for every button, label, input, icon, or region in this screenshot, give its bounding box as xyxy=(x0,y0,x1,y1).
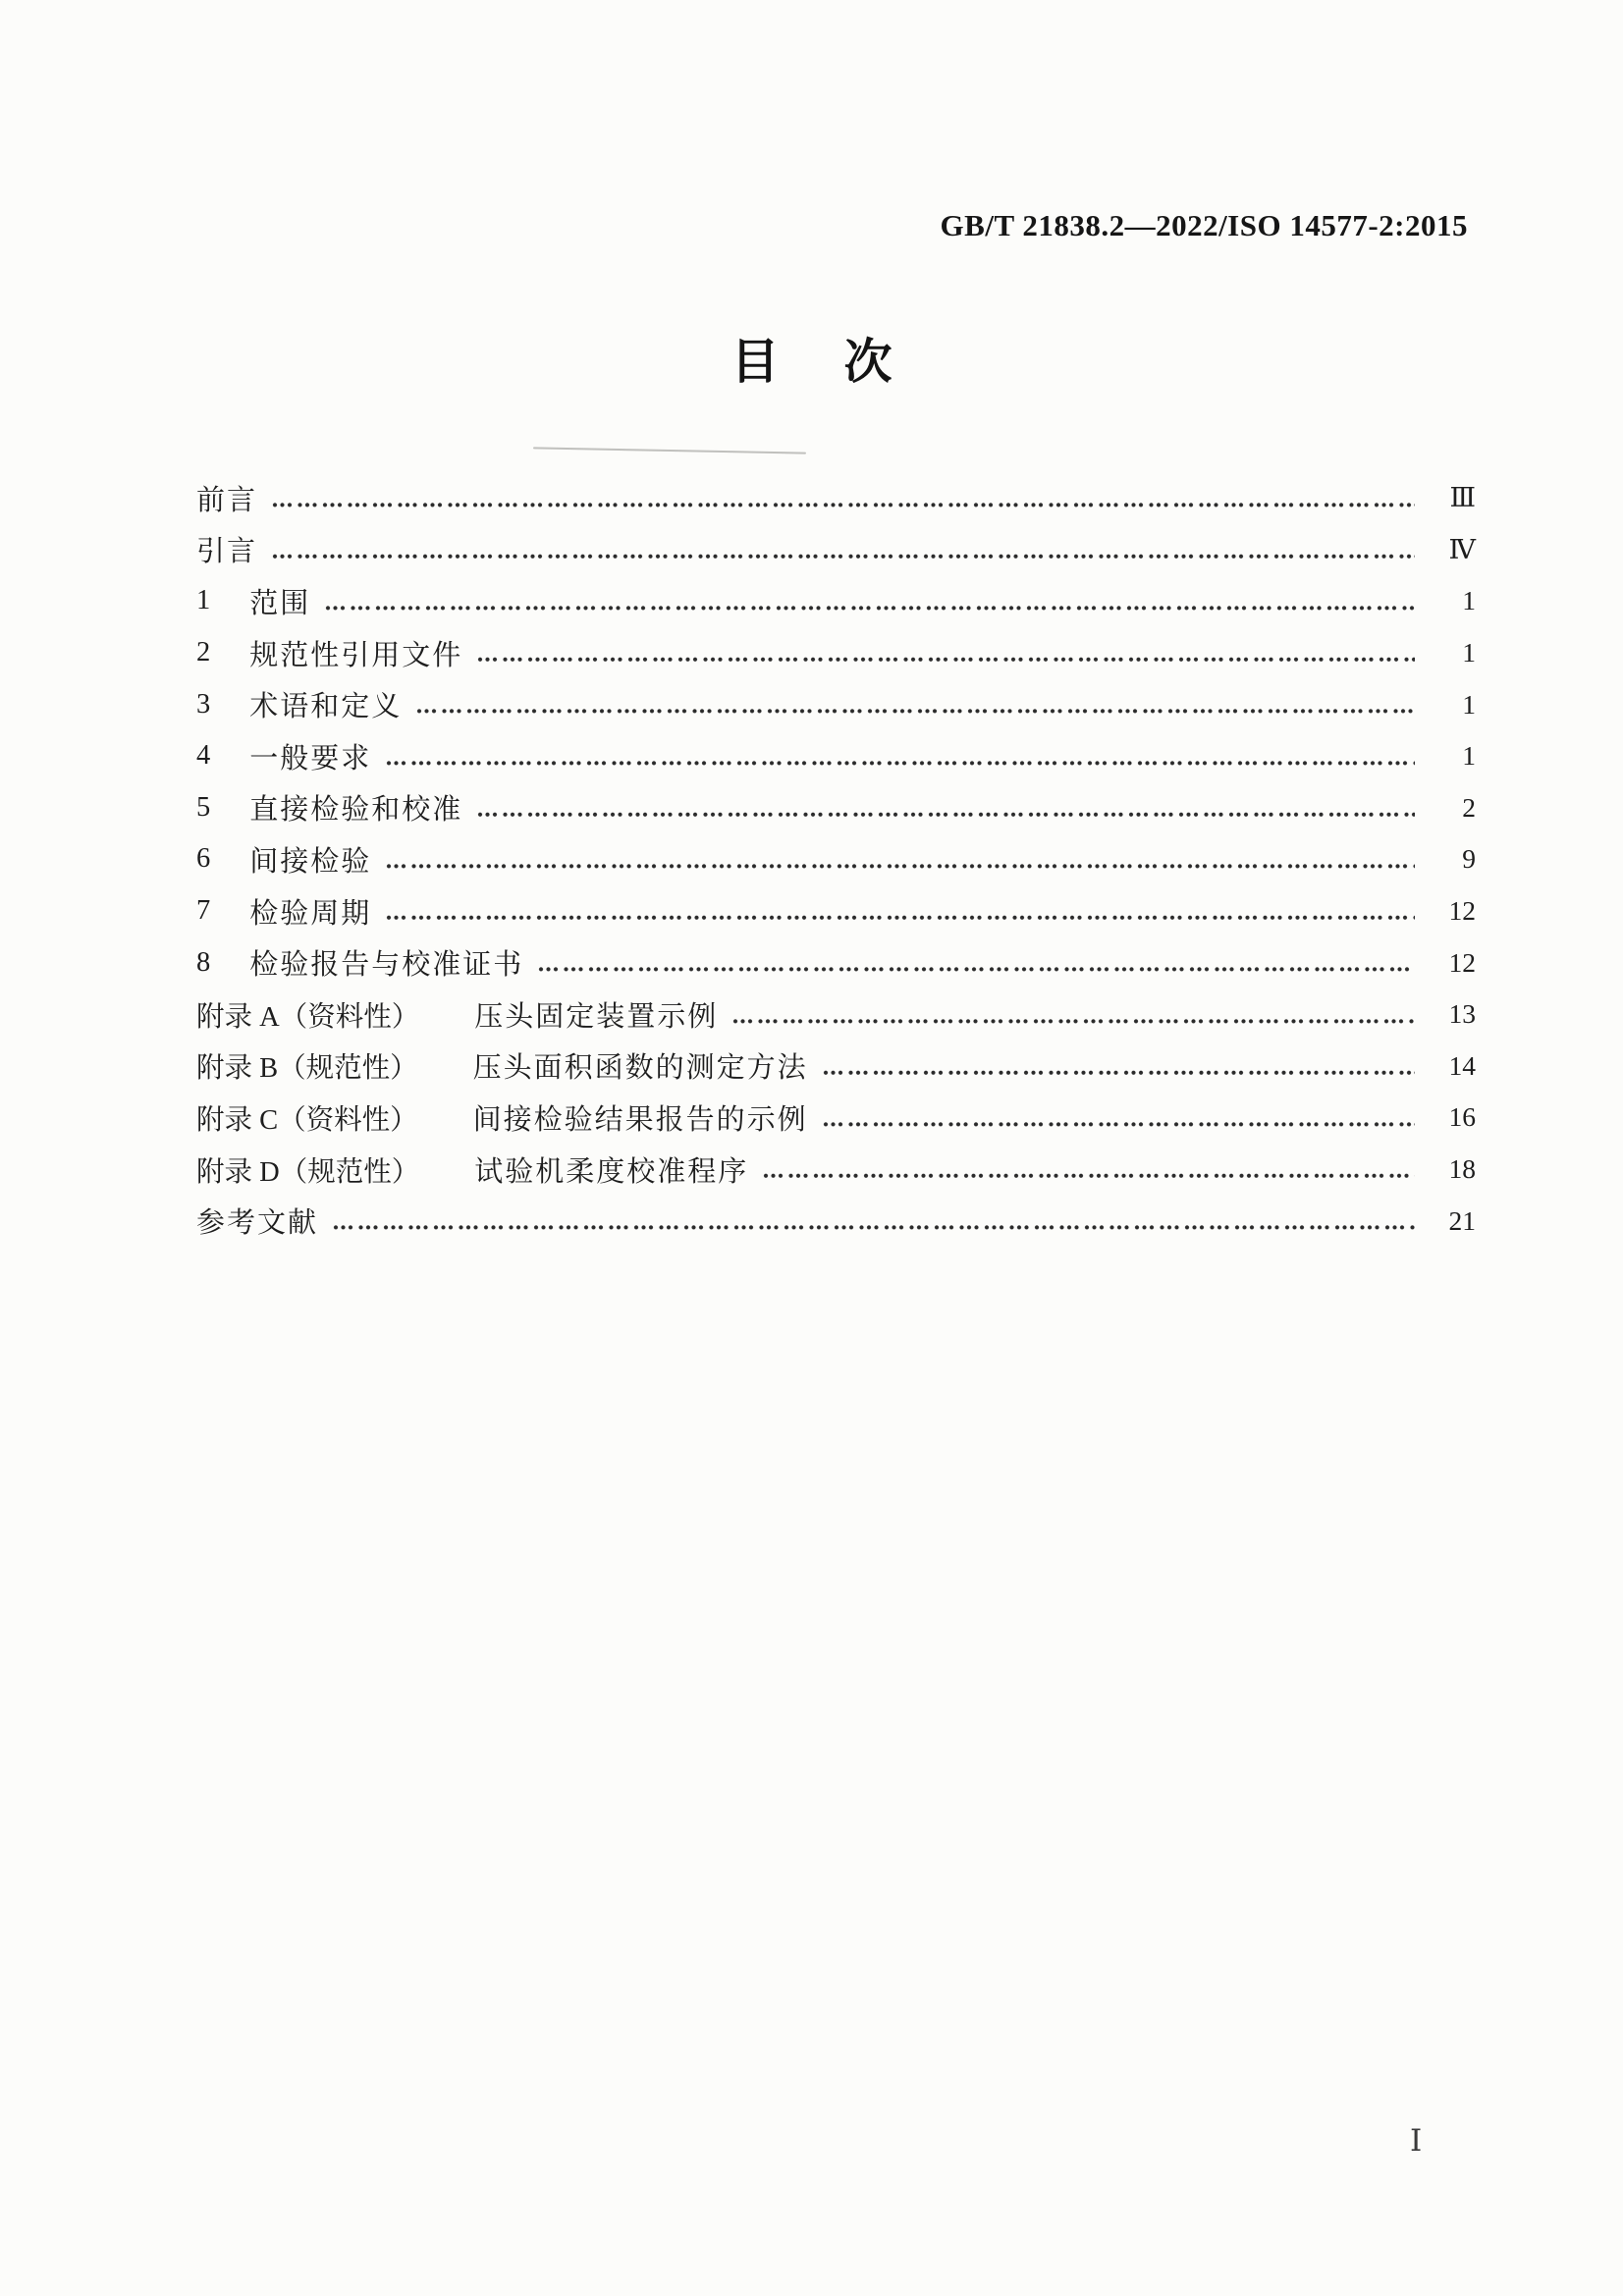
dot-leader-icon xyxy=(271,472,1415,524)
toc-entry-page: 18 xyxy=(1448,1153,1476,1185)
dot-leader-icon xyxy=(822,1041,1415,1093)
toc-entry-label: 试验机柔度校准程序 xyxy=(474,1155,749,1188)
dot-leader-icon xyxy=(324,575,1415,627)
toc-entry-page: 1 xyxy=(1462,637,1476,668)
toc-list xyxy=(196,472,1476,1247)
toc-entry-label: 一般要求 xyxy=(249,742,372,774)
dot-leader-icon xyxy=(332,1195,1415,1247)
toc-entry-page: 14 xyxy=(1448,1049,1476,1081)
toc-entry xyxy=(196,730,1476,782)
toc-entry-page: 13 xyxy=(1448,998,1476,1030)
toc-entry-page: Ⅲ xyxy=(1449,482,1476,513)
dot-leader-icon xyxy=(385,730,1415,782)
toc-entry-page: 12 xyxy=(1448,946,1476,978)
toc-entry-label: 引言 xyxy=(196,536,258,568)
toc-entry-label: 检验周期 xyxy=(249,897,372,930)
toc-entry-prefix: 7 xyxy=(196,895,211,927)
toc-entry-prefix: 附录 C（资料性） xyxy=(196,1104,418,1136)
toc-entry-page: 12 xyxy=(1448,895,1476,927)
toc-entry-label: 压头固定装置示例 xyxy=(474,1000,719,1033)
toc-entry-label: 术语和定义 xyxy=(249,691,403,723)
toc-entry-page: 21 xyxy=(1448,1204,1476,1236)
toc-entry-prefix: 附录 D（规范性） xyxy=(196,1156,420,1188)
toc-entry-prefix: 附录 B（规范性） xyxy=(196,1053,418,1085)
standard-number-header: GB/T 21838.2—2022/ISO 14577-2:2015 xyxy=(940,208,1468,242)
toc-entry-page: 16 xyxy=(1448,1101,1476,1133)
toc-entry xyxy=(196,678,1476,730)
toc-entry xyxy=(196,885,1476,937)
toc-entry-page: 1 xyxy=(1462,740,1476,772)
toc-entry-page: Ⅳ xyxy=(1448,533,1476,564)
dot-leader-icon xyxy=(731,988,1415,1041)
toc-entry-prefix: 4 xyxy=(196,740,211,772)
toc-entry xyxy=(196,1195,1476,1247)
toc-entry xyxy=(196,1041,1476,1093)
toc-entry-page: 2 xyxy=(1462,791,1476,823)
toc-entry xyxy=(196,988,1476,1041)
dot-leader-icon xyxy=(537,936,1415,988)
toc-entry-prefix: 1 xyxy=(196,585,211,616)
toc-entry-page: 1 xyxy=(1462,585,1476,616)
toc-entry xyxy=(196,833,1476,885)
toc-entry xyxy=(196,1092,1476,1144)
page-title-char-right: 次 xyxy=(843,335,893,389)
dot-leader-icon xyxy=(822,1092,1415,1144)
dot-leader-icon xyxy=(762,1144,1415,1196)
toc-entry xyxy=(196,524,1476,576)
toc-entry-label: 间接检验 xyxy=(249,845,372,878)
page-title xyxy=(0,335,1623,389)
dot-leader-icon xyxy=(476,782,1415,834)
toc-entry-prefix: 5 xyxy=(196,791,211,823)
toc-entry-page: 9 xyxy=(1462,843,1476,875)
dot-leader-icon xyxy=(476,627,1415,679)
toc-entry-prefix: 2 xyxy=(196,637,211,668)
toc-entry-prefix: 3 xyxy=(196,688,211,720)
dot-leader-icon xyxy=(271,524,1415,576)
dot-leader-icon xyxy=(385,885,1415,937)
dot-leader-icon xyxy=(415,678,1415,730)
toc-entry-page: 1 xyxy=(1462,688,1476,720)
toc-entry-prefix: 6 xyxy=(196,843,211,875)
toc-entry xyxy=(196,575,1476,627)
page-title-char-left: 目 xyxy=(730,335,780,389)
toc-entry-label: 检验报告与校准证书 xyxy=(249,949,524,982)
toc-entry-label: 参考文献 xyxy=(196,1207,319,1240)
toc-entry-label: 间接检验结果报告的示例 xyxy=(472,1103,808,1136)
toc-entry-label: 压头面积函数的测定方法 xyxy=(472,1052,808,1085)
toc-entry-label: 规范性引用文件 xyxy=(249,639,463,671)
scan-artifact-line xyxy=(533,447,806,454)
toc-entry xyxy=(196,627,1476,679)
toc-entry xyxy=(196,782,1476,834)
dot-leader-icon xyxy=(385,833,1415,885)
toc-entry xyxy=(196,936,1476,988)
toc-entry-prefix: 附录 A（资料性） xyxy=(196,1001,420,1033)
toc-entry-prefix: 8 xyxy=(196,946,211,978)
toc-entry-label: 直接检验和校准 xyxy=(249,794,463,827)
toc-entry xyxy=(196,1144,1476,1196)
toc-entry xyxy=(196,472,1476,524)
footer-page-number: Ⅰ xyxy=(1410,2123,1423,2158)
toc-entry-label: 前言 xyxy=(196,484,258,516)
toc-entry-label: 范围 xyxy=(249,587,311,619)
